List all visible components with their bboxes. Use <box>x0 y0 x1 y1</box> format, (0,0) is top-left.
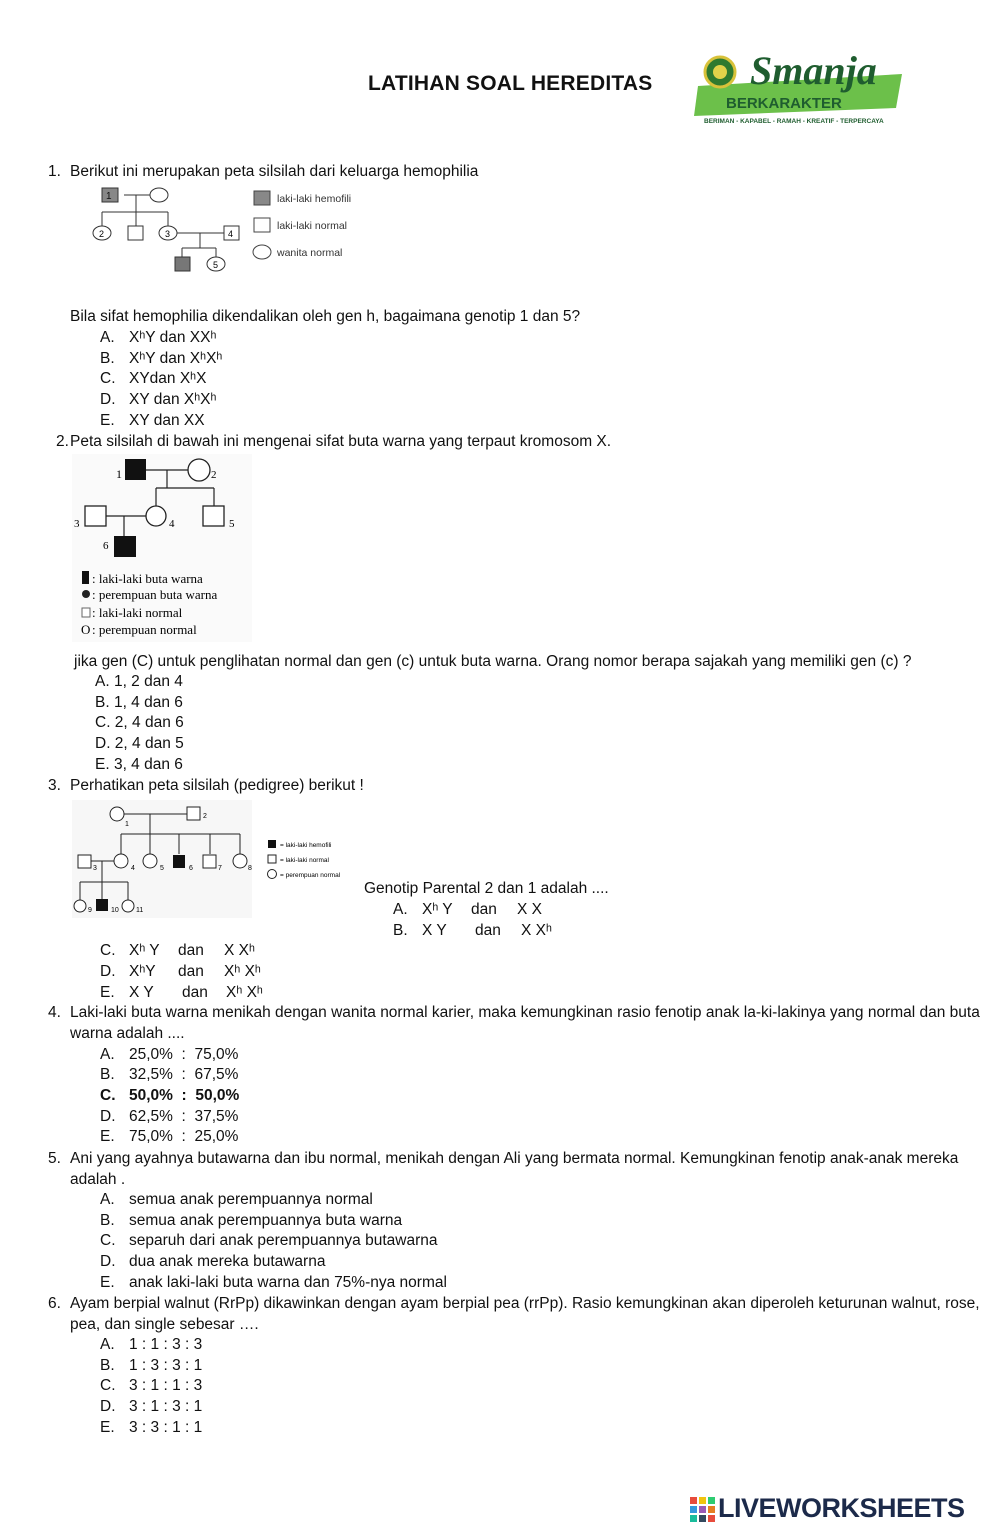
q4-option-b[interactable]: B. 32,5% : 67,5% <box>100 1066 239 1084</box>
q3-option-a[interactable]: A. Xʰ Y dan X X <box>393 901 542 918</box>
svg-text:7: 7 <box>218 865 222 872</box>
svg-text:2: 2 <box>99 229 105 239</box>
question-6-cont: pea, dan single sebesar …. <box>70 1315 259 1333</box>
logo-tagline: BERKARAKTER <box>726 95 842 112</box>
svg-text:4: 4 <box>131 865 135 872</box>
q3-option-b[interactable]: B. X Y dan X Xʰ <box>393 921 552 939</box>
svg-text:O: O <box>81 622 91 637</box>
svg-text:1: 1 <box>125 821 129 828</box>
svg-text:11: 11 <box>136 907 144 914</box>
svg-text:4: 4 <box>169 518 175 530</box>
q1-option-a[interactable]: A. XʰY dan XXʰ <box>100 329 217 346</box>
svg-text:5: 5 <box>160 865 164 872</box>
svg-text:= laki-laki hemofili: = laki-laki hemofili <box>280 842 332 849</box>
q2-option-a[interactable]: A. 1, 2 dan 4 <box>95 673 183 690</box>
svg-text:3: 3 <box>165 229 171 239</box>
q4-option-c[interactable]: C. 50,0% : 50,0% <box>100 1086 240 1104</box>
question-5: 5. Ani yang ayahnya butawarna dan ibu normal, menikah dengan Ali yang bermata normal. Kemungkinan fenotip anak-anak mereka <box>48 1150 959 1167</box>
question-3: 3. Perhatikan peta silsilah (pedigree) berikut ! <box>48 777 364 794</box>
logo-name: Smanja <box>750 48 877 93</box>
svg-text:: perempuan buta warna: : perempuan buta warna <box>92 587 218 602</box>
svg-text:3: 3 <box>93 865 97 872</box>
q6-option-e[interactable]: E. 3 : 3 : 1 : 1 <box>100 1418 203 1436</box>
question-4-cont: warna adalah .... <box>70 1025 185 1042</box>
q3-option-c[interactable]: C. Xʰ Y dan X Xʰ <box>100 942 255 960</box>
q5-option-a[interactable]: A. semua anak perempuannya normal <box>100 1191 373 1208</box>
liveworksheets-icon <box>690 1497 716 1523</box>
svg-text:10: 10 <box>111 907 119 914</box>
svg-text:laki-laki normal: laki-laki normal <box>277 220 348 232</box>
question-1-prompt: Bila sifat hemophilia dikendalikan oleh gen h, bagaimana genotip 1 dan 5? <box>70 308 581 325</box>
question-3-prompt: Genotip Parental 2 dan 1 adalah .... <box>364 880 609 897</box>
q3-option-e[interactable]: E. X Y dan Xʰ Xʰ <box>100 983 263 1001</box>
question-6: 6. Ayam berpial walnut (RrPp) dikawinkan dengan ayam berpial pea (rrPp). Rasio kemungkinan akan diperoleh keturunan walnut, rose, <box>48 1295 980 1312</box>
q3-option-d[interactable]: D. XʰY dan Xʰ Xʰ <box>100 963 261 981</box>
q1-option-d[interactable]: D. XY dan XʰXʰ <box>100 391 217 409</box>
logo-motto: BERIMAN - KAPABEL - RAMAH - KREATIF - TERPERCAYA <box>704 118 884 125</box>
page-title: LATIHAN SOAL HEREDITAS <box>368 72 653 95</box>
q2-option-c[interactable]: C. 2, 4 dan 6 <box>95 714 184 732</box>
svg-text:5: 5 <box>213 260 219 270</box>
q1-option-b[interactable]: B. XʰY dan XʰXʰ <box>100 349 223 367</box>
svg-text:wanita normal: wanita normal <box>277 247 343 259</box>
q4-option-d[interactable]: D. 62,5% : 37,5% <box>100 1107 239 1125</box>
q4-option-e[interactable]: E. 75,0% : 25,0% <box>100 1128 239 1146</box>
svg-text:9: 9 <box>88 907 92 914</box>
svg-text:: perempuan normal: : perempuan normal <box>92 622 197 637</box>
svg-text:8: 8 <box>248 865 252 872</box>
q1-option-e[interactable]: E. XY dan XX <box>100 411 205 429</box>
q5-option-c[interactable]: C. separuh dari anak perempuannya butawarna <box>100 1232 438 1250</box>
svg-text:5: 5 <box>229 518 235 530</box>
question-4: 4. Laki-laki buta warna menikah dengan wanita normal karier, maka kemungkinan rasio fenotip anak la-ki-lakinya yang normal dan buta <box>48 1004 980 1021</box>
svg-text:1: 1 <box>116 467 122 481</box>
svg-text:2: 2 <box>203 813 207 820</box>
question-5-cont: adalah . <box>70 1170 126 1188</box>
svg-text:4: 4 <box>228 229 234 239</box>
svg-text:1: 1 <box>106 191 112 202</box>
q6-option-a[interactable]: A. 1 : 1 : 3 : 3 <box>100 1336 203 1353</box>
q2-option-b[interactable]: B. 1, 4 dan 6 <box>95 693 183 711</box>
q5-option-b[interactable]: B. semua anak perempuannya buta warna <box>100 1211 403 1229</box>
q6-option-d[interactable]: D. 3 : 1 : 3 : 1 <box>100 1398 203 1416</box>
svg-text:: laki-laki normal: : laki-laki normal <box>92 605 183 620</box>
svg-text:6: 6 <box>103 540 109 552</box>
school-logo <box>690 42 920 138</box>
svg-text:6: 6 <box>189 865 193 872</box>
q1-option-c[interactable]: C. XYdan XʰX <box>100 370 207 388</box>
svg-text:: laki-laki buta warna: : laki-laki buta warna <box>92 571 203 586</box>
pedigree-1 <box>88 184 378 280</box>
question-2: 2.Peta silsilah di bawah ini mengenai sifat buta warna yang terpaut kromosom X. <box>56 433 612 450</box>
svg-text:2: 2 <box>211 469 217 481</box>
q6-option-b[interactable]: B. 1 : 3 : 3 : 1 <box>100 1356 203 1374</box>
q2-option-e[interactable]: E. 3, 4 dan 6 <box>95 755 183 773</box>
question-1: 1. Berikut ini merupakan peta silsilah dari keluarga hemophilia <box>48 163 479 180</box>
svg-text:= perempuan normal: = perempuan normal <box>280 872 341 879</box>
q5-option-d[interactable]: D. dua anak mereka butawarna <box>100 1253 326 1271</box>
q6-option-c[interactable]: C. 3 : 1 : 1 : 3 <box>100 1377 203 1395</box>
question-2-prompt: jika gen (C) untuk penglihatan normal dan gen (c) untuk buta warna. Orang nomor berapa sajakah yang memiliki gen (c) ? <box>74 653 912 670</box>
pedigree-2 <box>72 454 252 642</box>
q2-option-d[interactable]: D. 2, 4 dan 5 <box>95 735 184 753</box>
svg-text:3: 3 <box>74 518 80 530</box>
q4-option-a[interactable]: A. 25,0% : 75,0% <box>100 1045 239 1063</box>
liveworksheets-watermark: LIVEWORKSHEETS <box>718 1493 965 1523</box>
q5-option-e[interactable]: E. anak laki-laki buta warna dan 75%-nya normal <box>100 1273 447 1291</box>
pedigree-3 <box>72 800 352 918</box>
svg-text:laki-laki hemofili: laki-laki hemofili <box>277 193 352 205</box>
svg-text:= laki-laki normal: = laki-laki normal <box>280 857 329 864</box>
